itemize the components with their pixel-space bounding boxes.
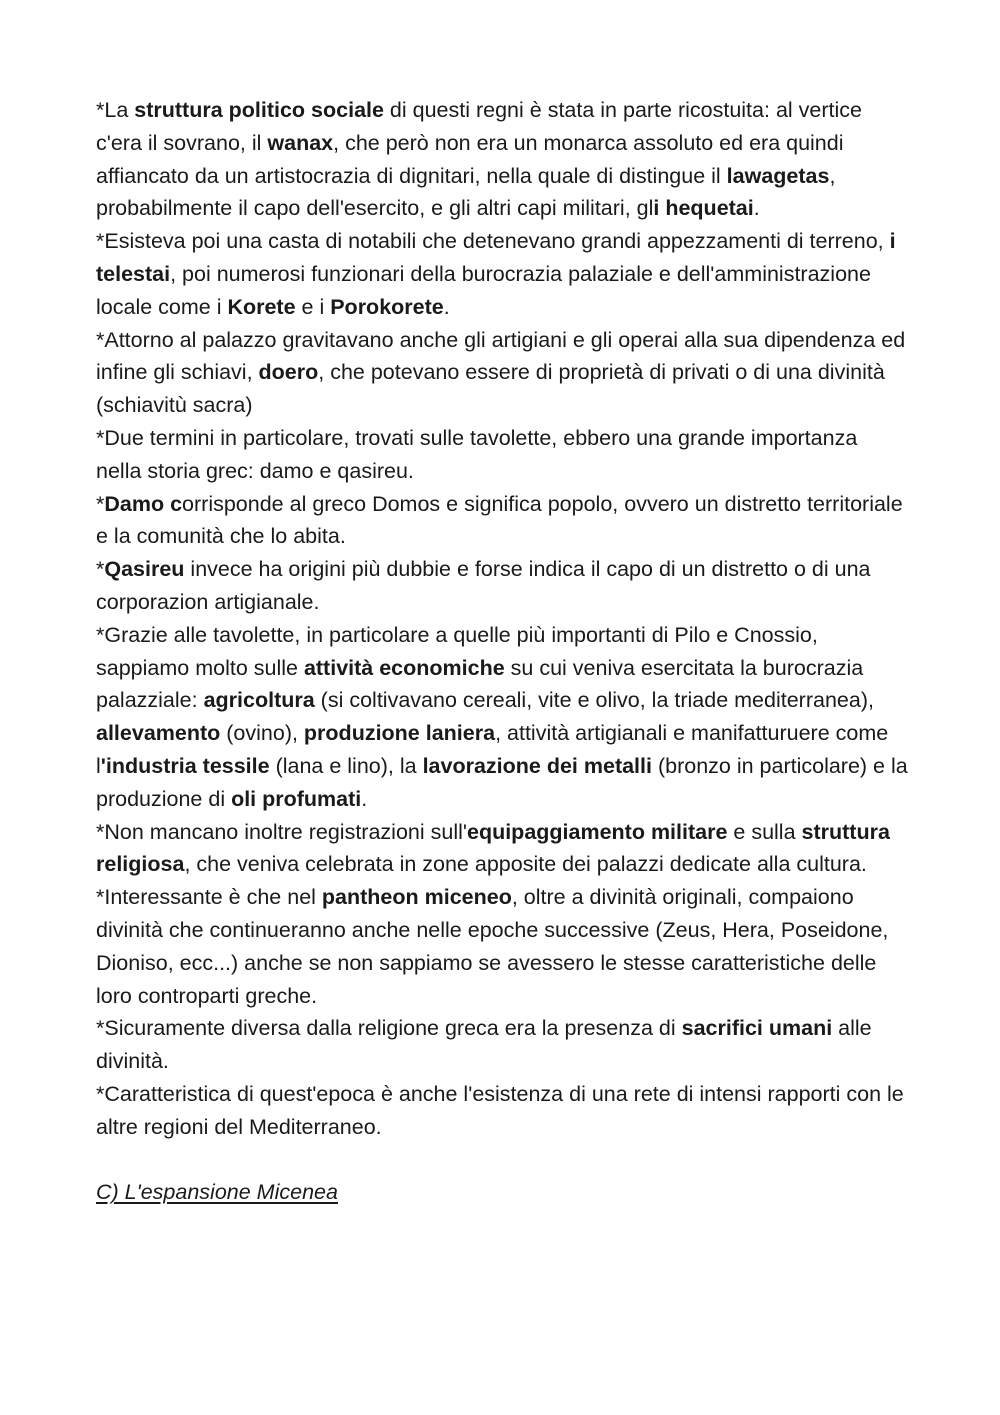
bold-term: 'industria tessile	[100, 753, 270, 778]
bold-term: doero	[258, 360, 319, 385]
text-run: .	[753, 196, 760, 221]
bold-term: attività economiche	[303, 655, 505, 680]
paragraph	[96, 1078, 908, 1144]
bold-term: struttura politico sociale	[134, 98, 384, 122]
document-body	[96, 94, 908, 1144]
text-run: .	[443, 294, 450, 319]
text-run: , che però non era un monarca assoluto ed era quindi affiancato da un artistocrazia di dignitari, nella quale di distingue il	[96, 130, 844, 188]
text-run: *La	[96, 98, 135, 122]
paragraph	[96, 488, 908, 554]
text-run: *	[96, 557, 105, 582]
bold-term: agricoltura	[203, 688, 315, 713]
text-run: *Interessante è che nel	[96, 885, 322, 910]
text-run: , che veniva celebrata in zone apposite dei palazzi dedicate alla cultura.	[184, 852, 867, 877]
text-run: invece ha origini più dubbie e forse indica il capo di un distretto o di una corporazion artigianale.	[96, 557, 871, 614]
bold-term: i hequetai	[653, 196, 754, 221]
paragraph	[96, 816, 908, 882]
text-run: *	[96, 491, 105, 516]
paragraph	[96, 324, 908, 422]
paragraph	[96, 1012, 908, 1078]
paragraph	[96, 422, 908, 488]
document-page	[96, 94, 908, 1209]
text-run: *Grazie alle tavolette, in particolare a quelle più importanti di Pilo e Cnossio, sappiamo molto sulle	[96, 622, 818, 680]
text-run: su cui veniva esercitata la burocrazia palazziale:	[96, 655, 864, 713]
text-run: (bronzo in particolare) e la produzione di	[96, 753, 908, 811]
bold-term: Korete	[227, 294, 296, 319]
bold-term: Damo c	[104, 491, 183, 516]
bold-term: equipaggiamento militare	[466, 819, 728, 844]
text-run: (si coltivavano cereali, vite e olivo, la triade mediterranea),	[314, 688, 874, 713]
text-run: *Esisteva poi una casta di notabili che detenevano grandi appezzamenti di terreno,	[96, 229, 890, 254]
text-run: *Caratteristica di quest'epoca è anche l'esistenza di una rete di intensi rapporti con le altre regioni del Mediterraneo.	[96, 1081, 904, 1139]
section-heading: C) L'espansione Micenea	[96, 1180, 338, 1205]
bold-term: sacrifici umani	[681, 1016, 833, 1041]
paragraph	[96, 94, 908, 225]
text-run: di questi regni è stata in parte ricostuita: al vertice c'era il sovrano, il	[96, 98, 862, 155]
text-run: *Attorno al palazzo gravitavano anche gli artigiani e gli operai alla sua dipendenza ed infine gli schiavi,	[96, 327, 906, 385]
bold-term: Porokorete	[330, 294, 444, 319]
text-run: , che potevano essere di proprietà di privati o di una divinità (schiavitù sacra)	[96, 360, 885, 418]
text-run: *Due termini in particolare, trovati sulle tavolette, ebbero una grande importanza nella storia grec: damo e qasireu.	[96, 425, 858, 483]
text-run: , poi numerosi funzionari della burocrazia palaziale e dell'amministrazione locale come i	[96, 261, 871, 319]
text-run: , attività artigianali e manifatturuere come l	[96, 721, 889, 778]
bold-term: produzione laniera	[303, 721, 496, 746]
text-run: orrisponde al greco Domos e significa popolo, ovvero un distretto territoriale e la comunità che lo abita.	[96, 491, 903, 549]
text-run: (lana e lino), la	[269, 753, 423, 778]
bold-term: oli profumati	[231, 786, 362, 811]
paragraph	[96, 619, 908, 816]
bold-term: wanax	[267, 130, 334, 155]
blank-line	[96, 1144, 908, 1177]
text-run: e sulla	[727, 819, 802, 844]
text-run: alle divinità.	[96, 1016, 872, 1074]
text-run: e i	[295, 294, 331, 319]
bold-term: Qasireu	[104, 557, 185, 582]
text-run: .	[361, 786, 368, 811]
text-run: , probabilmente il capo dell'esercito, e gli altri capi militari, gl	[96, 163, 836, 221]
bold-term: allevamento	[96, 721, 221, 746]
bold-term: struttura religiosa	[96, 819, 890, 877]
bold-term: i telestai	[96, 229, 896, 286]
bold-term: pantheon miceneo	[321, 885, 512, 910]
text-run: (ovino),	[220, 721, 304, 746]
paragraph	[96, 553, 908, 619]
bold-term: lavorazione dei metalli	[422, 753, 652, 778]
bold-term: lawagetas	[726, 163, 830, 188]
paragraph	[96, 225, 908, 323]
paragraph	[96, 881, 908, 1012]
text-run: *Sicuramente diversa dalla religione greca era la presenza di	[96, 1016, 682, 1041]
text-run: , oltre a divinità originali, compaiono divinità che continueranno anche nelle epoche successive (Zeus, Hera, Poseidone, Dioniso, ecc...) anche se non sappiamo se avessero le stesse caratteristiche delle loro controparti greche.	[96, 885, 889, 1008]
text-run: *Non mancano inoltre registrazioni sull'	[96, 819, 467, 844]
